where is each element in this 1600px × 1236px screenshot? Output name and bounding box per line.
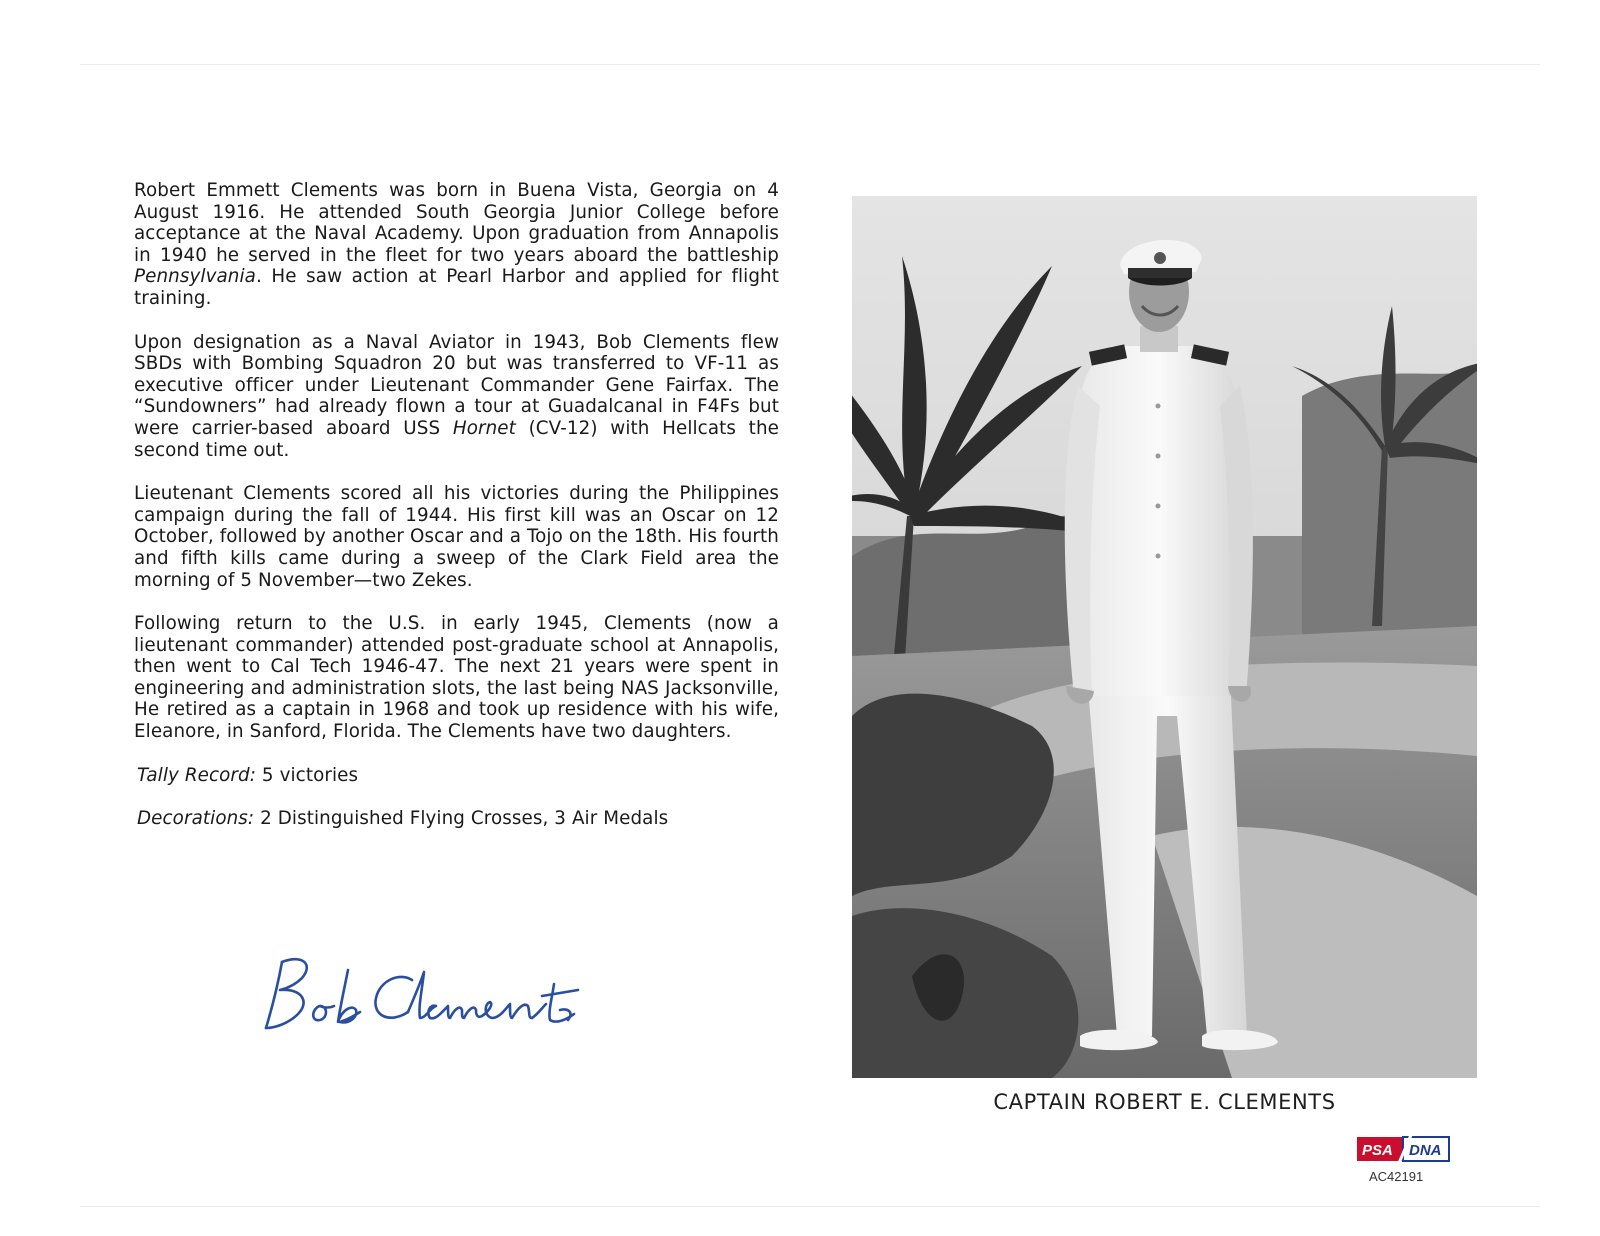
bio-paragraph-aviator: Upon designation as a Naval Aviator in 1943, Bob Clements flew SBDs with Bombing Squadron 20 but was transferred to VF-11 as executive officer under Lieutenant Commander Gene Fairfax. The “Sundowners” had already flown a tour at Guadalcanal in F4Fs but were carrier-based aboard USS Hornet (CV-12) with Hellcats the second time out. (134, 331, 779, 461)
decorations (137, 808, 779, 830)
bio-paragraph-later-career: Following return to the U.S. in early 1945, Clements (now a lieutenant commander) attended post-graduate school at Annapolis, then went to Cal Tech 1946-47. The next 21 years were spent in engineering and administration slots, the last being NAS Jacksonville, He retired as a captain in 1968 and took up residence with his wife, Eleanore, in Sanford, Florida. The Clements have two daughters. (134, 613, 779, 743)
certification-code: AC42191 (1369, 1169, 1424, 1184)
handwritten-signature (262, 950, 582, 1040)
psa-logo-text: PSA (1362, 1142, 1393, 1159)
tally-record (137, 765, 779, 787)
psa-dna-logo-icon (1355, 1133, 1451, 1165)
tally-record-value: 5 victories (256, 764, 359, 786)
bio-paragraph-early-life: Robert Emmett Clements was born in Buena Vista, Georgia on 4 August 1916. He attended South Georgia Junior College before acceptance at the Naval Academy. Upon graduation from Annapolis in 1940 he served in the fleet for two years aboard the battleship Pennsylvania. He saw action at Pearl Harbor and applied for flight training. (134, 180, 779, 309)
captain-portrait-photo (852, 196, 1477, 1078)
decorations-value: 2 Distinguished Flying Crosses, 3 Air Medals (254, 808, 669, 830)
dna-logo-text: DNA (1409, 1142, 1442, 1159)
photo-caption: CAPTAIN ROBERT E. CLEMENTS (993, 1090, 1336, 1114)
ship-name-pennsylvania: Pennsylvania (134, 266, 256, 288)
bio-paragraph-victories: Lieutenant Clements scored all his victories during the Philippines campaign during the fall of 1944. His first kill was an Oscar on 12 October, followed by another Oscar and a Tojo on the 18th. His fourth and fifth kills came during a sweep of the Clark Field area the morning of 5 November—two Zekes. (134, 483, 779, 591)
biography-text (134, 180, 779, 852)
tally-record-label: Tally Record: (137, 764, 257, 786)
authentication-sticker (1355, 1133, 1455, 1189)
bottom-edge-line (80, 1206, 1540, 1207)
ship-name-hornet: Hornet (452, 417, 516, 439)
top-edge-line (80, 64, 1540, 65)
decorations-label: Decorations: (137, 808, 255, 830)
